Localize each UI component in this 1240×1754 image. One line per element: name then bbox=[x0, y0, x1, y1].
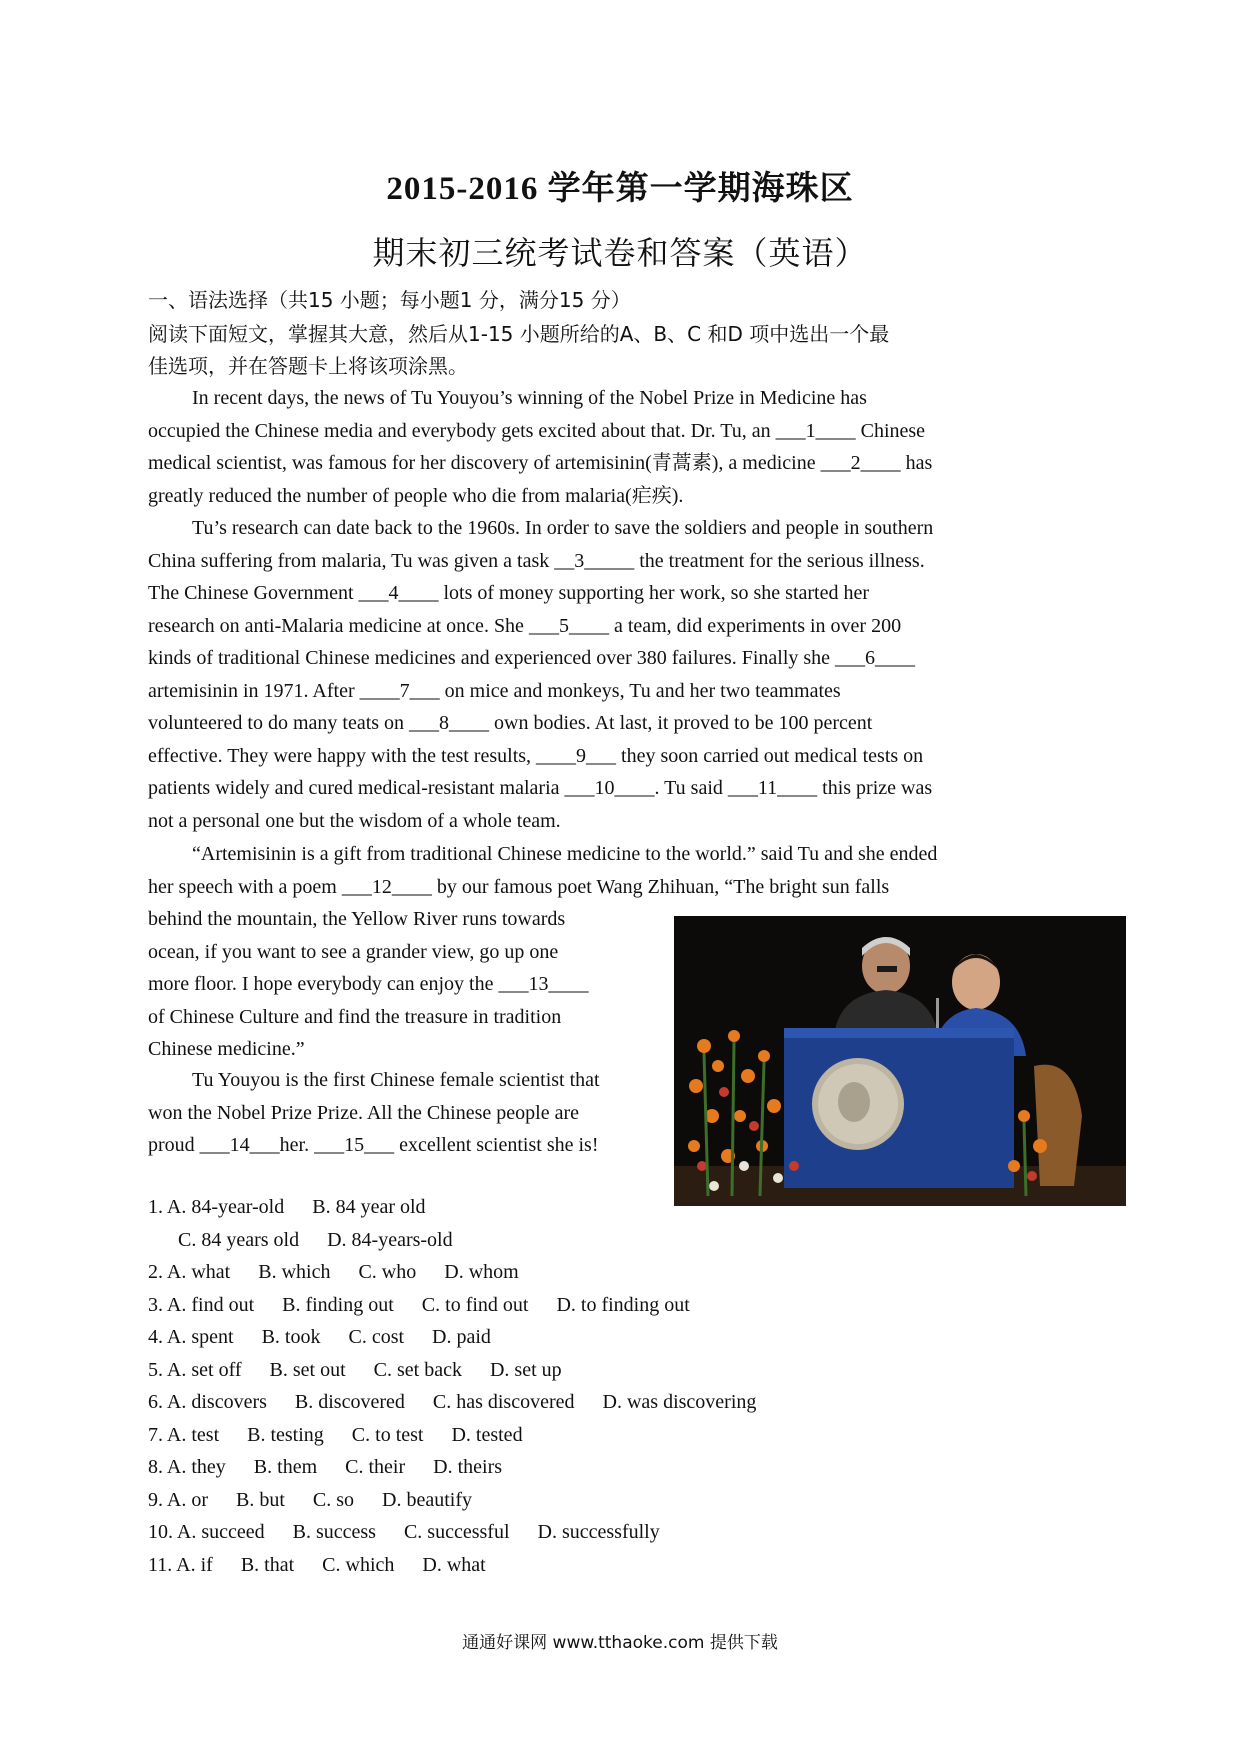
option-choice: B. which bbox=[258, 1261, 331, 1283]
option-choice: C. 84 years old bbox=[178, 1228, 300, 1251]
option-line bbox=[148, 1419, 784, 1452]
passage-line: artemisinin in 1971. After ____7___ on mice and monkeys, Tu and her two teammates bbox=[148, 679, 841, 702]
option-choice: B. that bbox=[240, 1553, 295, 1576]
option-choice: A. or bbox=[166, 1488, 209, 1511]
option-line bbox=[148, 1191, 784, 1224]
passage-line: ocean, if you want to see a grander view, go up one bbox=[148, 940, 559, 963]
passage-line: effective. They were happy with the test results, ____9___ they soon carried out medical tests on bbox=[148, 744, 924, 767]
option-choice: A. find out bbox=[166, 1293, 255, 1316]
option-choice: A. succeed bbox=[176, 1521, 265, 1543]
option-choice: D. set up bbox=[489, 1358, 562, 1381]
question-number: 8. bbox=[148, 1456, 167, 1478]
instruction-line: 佳选项，并在答题卡上将该项涂黑。 bbox=[148, 354, 468, 378]
option-line bbox=[148, 1321, 784, 1354]
option-choice: A. 84-year-old bbox=[166, 1196, 285, 1218]
passage-line: The Chinese Government ___4____ lots of money supporting her work, so she started her bbox=[148, 582, 869, 604]
passage-line: behind the mountain, the Yellow River runs towards bbox=[148, 908, 566, 930]
passage-line: In recent days, the news of Tu Youyou’s winning of the Nobel Prize in Medicine has bbox=[192, 387, 867, 409]
passage-line: “Artemisinin is a gift from traditional Chinese medicine to the world.” said Tu and she ended bbox=[192, 843, 938, 865]
option-choice: D. 84-years-old bbox=[327, 1228, 453, 1251]
option-choice: C. cost bbox=[348, 1326, 405, 1348]
option-line bbox=[148, 1289, 784, 1322]
option-choice: D. tested bbox=[451, 1423, 523, 1446]
question-number: 2. bbox=[148, 1261, 167, 1283]
option-line bbox=[148, 1516, 784, 1549]
passage-line: her speech with a poem ___12____ by our famous poet Wang Zhihuan, “The bright sun falls bbox=[148, 875, 890, 898]
option-choice: C. successful bbox=[403, 1521, 510, 1543]
question-number: 4. bbox=[148, 1326, 167, 1348]
passage-line: more floor. I hope everybody can enjoy the ___13____ bbox=[148, 973, 589, 995]
passage-paragraph-4 bbox=[148, 1064, 600, 1162]
option-choice: B. but bbox=[236, 1488, 285, 1511]
question-number: 3. bbox=[148, 1293, 167, 1316]
section-instructions bbox=[148, 318, 978, 382]
passage-line: Tu Youyou is the first Chinese female scientist that bbox=[192, 1069, 600, 1091]
option-choice: D. to finding out bbox=[556, 1293, 690, 1316]
option-choice: D. whom bbox=[444, 1261, 519, 1283]
option-choice: D. was discovering bbox=[602, 1391, 757, 1413]
option-choice: B. set out bbox=[269, 1358, 346, 1381]
option-choice: C. to find out bbox=[421, 1293, 529, 1316]
option-choice: A. test bbox=[166, 1423, 220, 1446]
passage-line: proud ___14___her. ___15___ excellent scientist she is! bbox=[148, 1134, 599, 1156]
option-choice: C. their bbox=[345, 1456, 406, 1478]
option-choice: D. theirs bbox=[433, 1456, 503, 1478]
passage-line: occupied the Chinese media and everybody gets excited about that. Dr. Tu, an ___1____ Chinese bbox=[148, 419, 926, 442]
option-choice: B. them bbox=[253, 1456, 318, 1478]
passage-line: medical scientist, was famous for her discovery of artemisinin(青蒿素), a medicine ___2____ has bbox=[148, 452, 933, 474]
passage-line: volunteered to do many teats on ___8____ own bodies. At last, it proved to be 100 percent bbox=[148, 712, 873, 734]
option-line bbox=[148, 1354, 784, 1387]
option-choice: B. testing bbox=[247, 1423, 324, 1446]
question-number: 6. bbox=[148, 1391, 167, 1413]
option-line bbox=[148, 1256, 784, 1289]
passage-line: research on anti-Malaria medicine at once. She ___5____ a team, did experiments in over 200 bbox=[148, 614, 902, 637]
section-heading: 一、语法选择（共15 小题；每小题1 分，满分15 分） bbox=[148, 288, 631, 312]
option-choice: B. success bbox=[292, 1521, 376, 1543]
photo-illustration bbox=[674, 916, 1126, 1206]
option-line bbox=[148, 1451, 784, 1484]
question-number: 5. bbox=[148, 1358, 167, 1381]
question-number: 11. bbox=[148, 1553, 177, 1576]
option-choice: A. they bbox=[166, 1456, 226, 1478]
passage-line: Tu’s research can date back to the 1960s. In order to save the soldiers and people in southern bbox=[192, 517, 934, 539]
instruction-line: 阅读下面短文，掌握其大意，然后从1-15 小题所给的A、B、C 和D 项中选出一个最 bbox=[148, 322, 890, 346]
answer-options bbox=[148, 1191, 784, 1581]
option-choice: C. who bbox=[358, 1261, 417, 1283]
page-subtitle: 期末初三统考试卷和答案（英语） bbox=[372, 235, 868, 271]
question-number: 10. bbox=[148, 1521, 177, 1543]
passage-line: not a personal one but the wisdom of a whole team. bbox=[148, 809, 561, 832]
option-choice: C. to test bbox=[351, 1423, 424, 1446]
page-title: 2015-2016 学年第一学期海珠区 bbox=[386, 171, 854, 207]
option-choice: B. took bbox=[261, 1326, 321, 1348]
footer-credit: 通通好课网 www.tthaoke.com 提供下载 bbox=[462, 1633, 778, 1653]
option-choice: D. beautify bbox=[382, 1488, 473, 1511]
passage-line: won the Nobel Prize Prize. All the Chinese people are bbox=[148, 1101, 579, 1124]
option-choice: B. 84 year old bbox=[312, 1196, 426, 1218]
option-choice: D. successfully bbox=[537, 1521, 660, 1543]
option-choice: B. discovered bbox=[294, 1391, 405, 1413]
option-choice: A. spent bbox=[166, 1326, 234, 1348]
question-number: 1. bbox=[148, 1196, 167, 1218]
passage-line: kinds of traditional Chinese medicines and experienced over 380 failures. Finally she ___6____ bbox=[148, 647, 916, 669]
option-choice: C. which bbox=[322, 1553, 395, 1576]
question-number: 9. bbox=[148, 1488, 167, 1511]
nobel-lecture-photo bbox=[674, 916, 1126, 1206]
passage-line: of Chinese Culture and find the treasure in tradition bbox=[148, 1005, 562, 1028]
option-choice: C. has discovered bbox=[432, 1391, 575, 1413]
passage-paragraph-2 bbox=[148, 512, 933, 837]
question-number: 7. bbox=[148, 1423, 167, 1446]
option-line bbox=[148, 1549, 784, 1582]
option-choice: A. set off bbox=[166, 1358, 242, 1381]
option-choice: D. paid bbox=[432, 1326, 491, 1348]
passage-line: greatly reduced the number of people who die from malaria(疟疾). bbox=[148, 484, 684, 507]
passage-line: patients widely and cured medical-resistant malaria ___10____. Tu said ___11____ this prize was bbox=[148, 777, 933, 799]
passage-line: Chinese medicine.” bbox=[148, 1038, 305, 1060]
option-choice: C. so bbox=[312, 1488, 355, 1511]
option-line bbox=[148, 1484, 784, 1517]
option-line bbox=[148, 1224, 784, 1257]
option-line bbox=[148, 1386, 784, 1419]
option-choice: C. set back bbox=[373, 1358, 462, 1381]
option-choice: A. what bbox=[166, 1261, 231, 1283]
passage-line: China suffering from malaria, Tu was given a task __3_____ the treatment for the serious illness. bbox=[148, 549, 925, 572]
option-choice: A. if bbox=[176, 1553, 213, 1576]
option-choice: D. what bbox=[422, 1553, 486, 1576]
passage-paragraph-1 bbox=[148, 382, 932, 512]
option-choice: B. finding out bbox=[282, 1293, 394, 1316]
option-choice: A. discovers bbox=[166, 1391, 267, 1413]
